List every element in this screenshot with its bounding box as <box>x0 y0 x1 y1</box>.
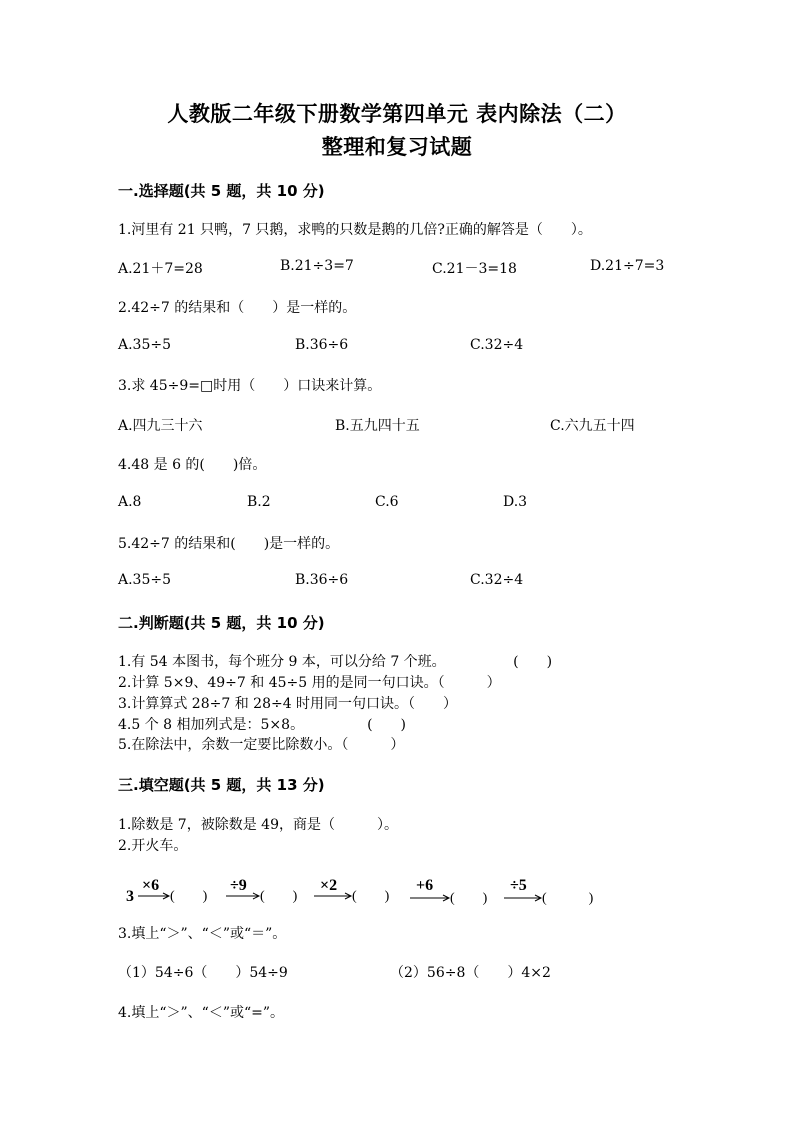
fill-q1: 1.除数是 7，被除数是 49，商是（ ）。 <box>118 817 398 833</box>
chain-blank-1: ( ) <box>170 889 208 904</box>
choice-q2-option-b: B.36÷6 <box>295 337 349 353</box>
choice-q5-stem: 5.42÷7 的结果和( )是一样的。 <box>118 536 340 552</box>
chain-op-1: ×6 <box>142 877 160 894</box>
choice-q1-option-a: A.21＋7=28 <box>118 261 203 277</box>
chain-start-number: 3 <box>126 888 134 905</box>
chain-blank-5: ( ) <box>542 891 594 906</box>
chain-op-2: ÷9 <box>230 877 247 894</box>
section-judge-heading: 二.判断题(共 5 题，共 10 分) <box>118 614 325 632</box>
choice-q2-option-a: A.35÷5 <box>118 337 172 353</box>
train-chain-drawing <box>118 872 678 912</box>
judge-q3: 3.计算算式 28÷7 和 28÷4 时用同一句口诀。（ ） <box>118 696 458 712</box>
choice-q4-option-a: A.8 <box>118 494 142 510</box>
choice-q4-option-d: D.3 <box>503 494 528 510</box>
section-fill-heading: 三.填空题(共 5 题，共 13 分) <box>118 776 325 794</box>
section-choice-heading: 一.选择题(共 5 题，共 10 分) <box>118 182 325 200</box>
chain-blank-4: ( ) <box>450 891 488 906</box>
choice-q5-option-a: A.35÷5 <box>118 572 172 588</box>
choice-q5-option-b: B.36÷6 <box>295 572 349 588</box>
judge-q1: 1.有 54 本图书，每个班分 9 本，可以分给 7 个班。 ( ) <box>118 654 553 670</box>
chain-op-5: ÷5 <box>510 877 527 894</box>
choice-q1-stem: 1.河里有 21 只鸭，7 只鹅，求鸭的只数是鹅的几倍?正确的解答是（ ）。 <box>118 222 592 238</box>
judge-q5: 5.在除法中，余数一定要比除数小。（ ） <box>118 737 405 753</box>
choice-q2-stem: 2.42÷7 的结果和（ ）是一样的。 <box>118 300 357 316</box>
choice-q4-option-b: B.2 <box>247 494 271 510</box>
title-line-1: 人教版二年级下册数学第四单元 表内除法（二） <box>167 102 627 126</box>
judge-q2: 2.计算 5×9、49÷7 和 45÷5 用的是同一句口诀。（ ） <box>118 675 501 691</box>
chain-blank-2: ( ) <box>260 889 298 904</box>
fill-q2: 2.开火车。 <box>118 838 188 854</box>
chain-blank-3: ( ) <box>352 889 390 904</box>
choice-q1-option-d: D.21÷7=3 <box>590 258 665 274</box>
choice-q4-option-c: C.6 <box>375 494 399 510</box>
chain-op-3: ×2 <box>320 877 338 894</box>
choice-q3-option-c: C.六九五十四 <box>550 418 635 434</box>
choice-q3-stem: 3.求 45÷9=□时用（ ）口诀来计算。 <box>118 378 382 394</box>
fill-q3-part-1: （1）54÷6（ ）54÷9 <box>118 965 288 981</box>
chain-op-4: +6 <box>416 877 434 894</box>
train-chain <box>118 872 678 912</box>
choice-q5-option-c: C.32÷4 <box>470 572 524 588</box>
fill-q4: 4.填上“＞”、“＜”或“=”。 <box>118 1005 285 1021</box>
fill-q3-part-2: （2）56÷8（ ）4×2 <box>390 965 551 981</box>
choice-q3-option-a: A.四九三十六 <box>118 418 203 434</box>
choice-q2-option-c: C.32÷4 <box>470 337 524 353</box>
choice-q1-option-b: B.21÷3=7 <box>280 258 354 274</box>
fill-q3: 3.填上“＞”、“＜”或“＝”。 <box>118 926 287 942</box>
judge-q4: 4.5 个 8 相加列式是：5×8。 ( ) <box>118 717 406 733</box>
choice-q1-option-c: C.21－3=18 <box>432 261 517 277</box>
choice-q4-stem: 4.48 是 6 的( )倍。 <box>118 457 267 473</box>
choice-q3-option-b: B.五九四十五 <box>335 418 420 434</box>
title-line-2: 整理和复习试题 <box>321 135 473 159</box>
